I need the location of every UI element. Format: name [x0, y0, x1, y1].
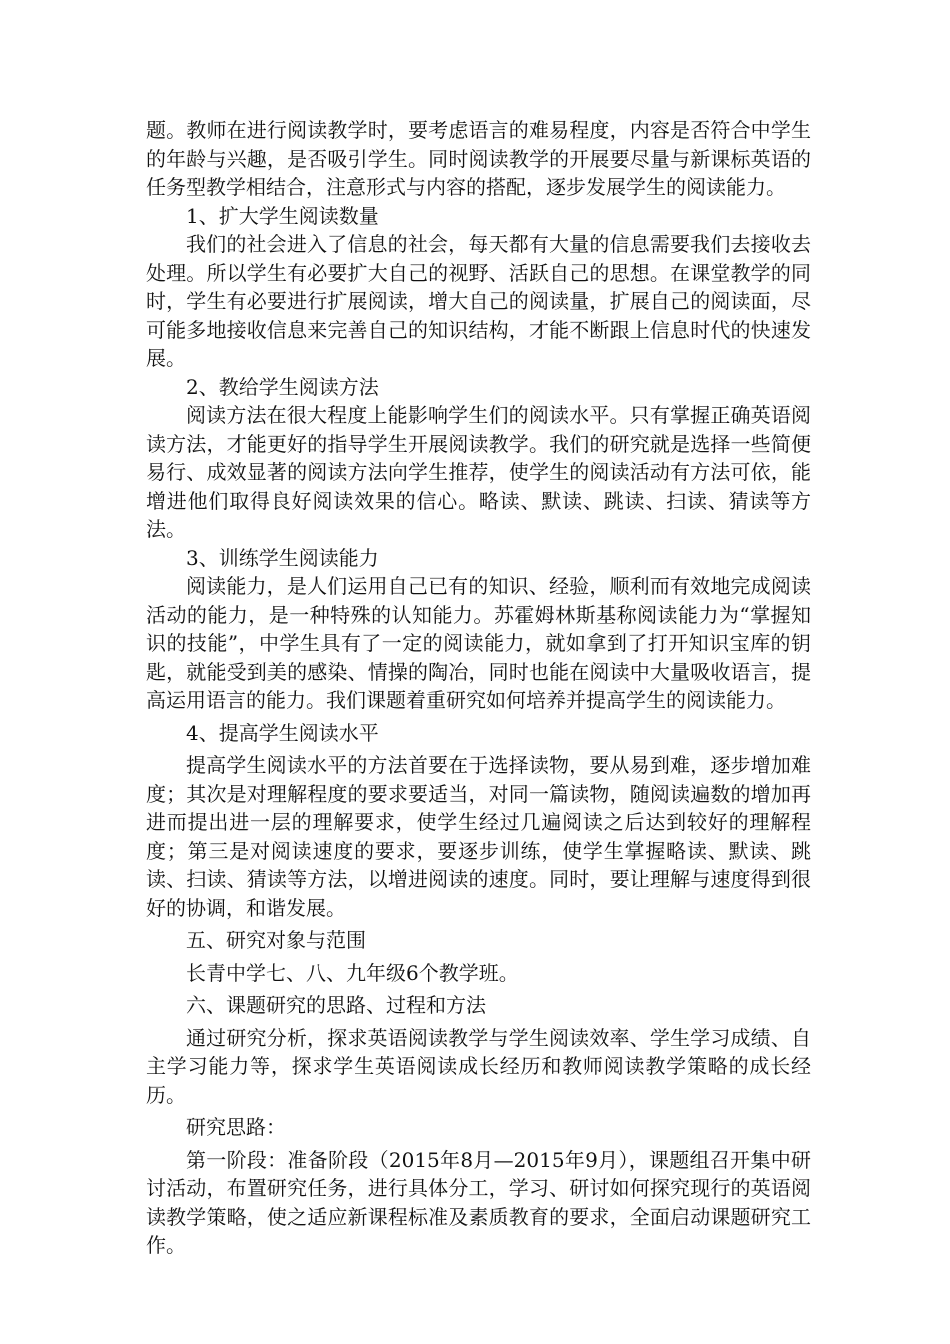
paragraph-expand-reading-quantity: 我们的社会进入了信息的社会，每天都有大量的信息需要我们去接收去处理。所以学生有必要扩大自己的视野、活跃自己的思想。在课堂教学的同时，学生有必要进行扩展阅读，增大自己的阅读量，扩展自己的阅读面，尽可能多地接收信息来完善自己的知识结构，才能不断跟上信息时代的快速发展。	[146, 232, 811, 370]
heading-research-objects: 五、研究对象与范围	[186, 928, 366, 952]
heading-research-ideas: 研究思路：	[186, 1115, 286, 1139]
heading-research-approach: 六、课题研究的思路、过程和方法	[186, 993, 486, 1017]
paragraph-research-approach: 通过研究分析，探求英语阅读教学与学生阅读效率、学生学习成绩、自主学习能力等，探求学生英语阅读成长经历和教师阅读教学策略的成长经历。	[146, 1025, 811, 1107]
paragraph-train-reading-ability: 阅读能力，是人们运用自己已有的知识、经验，顺利而有效地完成阅读活动的能力，是一种特殊的认知能力。苏霍姆林斯基称阅读能力为“掌握知识的技能”，中学生具有了一定的阅读能力，就如拿到了打开知识宝库的钥匙，就能受到美的感染、情操的陶冶，同时也能在阅读中大量吸收语言，提高运用语言的能力。我们课题着重研究如何培养并提高学生的阅读能力。	[146, 574, 811, 712]
paragraph-intro-continuation: 题。教师在进行阅读教学时，要考虑语言的难易程度，内容是否符合中学生的年龄与兴趣，是否吸引学生。同时阅读教学的开展要尽量与新课标英语的任务型教学相结合，注意形式与内容的搭配，逐步发展学生的阅读能力。	[146, 118, 811, 199]
heading-teach-reading-methods: 2、教给学生阅读方法	[186, 374, 379, 399]
paragraph-phase-one: 第一阶段：准备阶段（2015年8月—2015年9月），课题组召开集中研讨活动，布置研究任务，进行具体分工，学习、研讨如何探究现行的英语阅读教学策略，使之适应新课程标准及素质教育的要求，全面启动课题研究工作。	[146, 1147, 811, 1257]
heading-train-reading-ability: 3、训练学生阅读能力	[186, 545, 379, 570]
paragraph-improve-reading-level: 提高学生阅读水平的方法首要在于选择读物，要从易到难，逐步增加难度；其次是对理解程度的要求要适当，对同一篇读物，随阅读遍数的增加再进而提出进一层的理解要求，使学生经过几遍阅读之后达到较好的理解程度；第三是对阅读速度的要求，要逐步训练，使学生掌握略读、默读、跳读、扫读、猜读等方法，以增进阅读的速度。同时，要让理解与速度得到很好的协调，和谐发展。	[146, 753, 811, 920]
document-page	[146, 116, 811, 1260]
paragraph-teach-reading-methods: 阅读方法在很大程度上能影响学生们的阅读水平。只有掌握正确英语阅读方法，才能更好的指导学生开展阅读教学。我们的研究就是选择一些简便易行、成效显著的阅读方法向学生推荐，使学生的阅读活动有方法可依，能增进他们取得良好阅读效果的信心。略读、默读、跳读、扫读、猜读等方法。	[146, 403, 811, 541]
paragraph-research-objects: 长青中学七、八、九年级6个教学班。	[186, 960, 519, 985]
heading-expand-reading-quantity: 1、扩大学生阅读数量	[186, 203, 379, 228]
heading-improve-reading-level: 4、提高学生阅读水平	[186, 720, 379, 745]
